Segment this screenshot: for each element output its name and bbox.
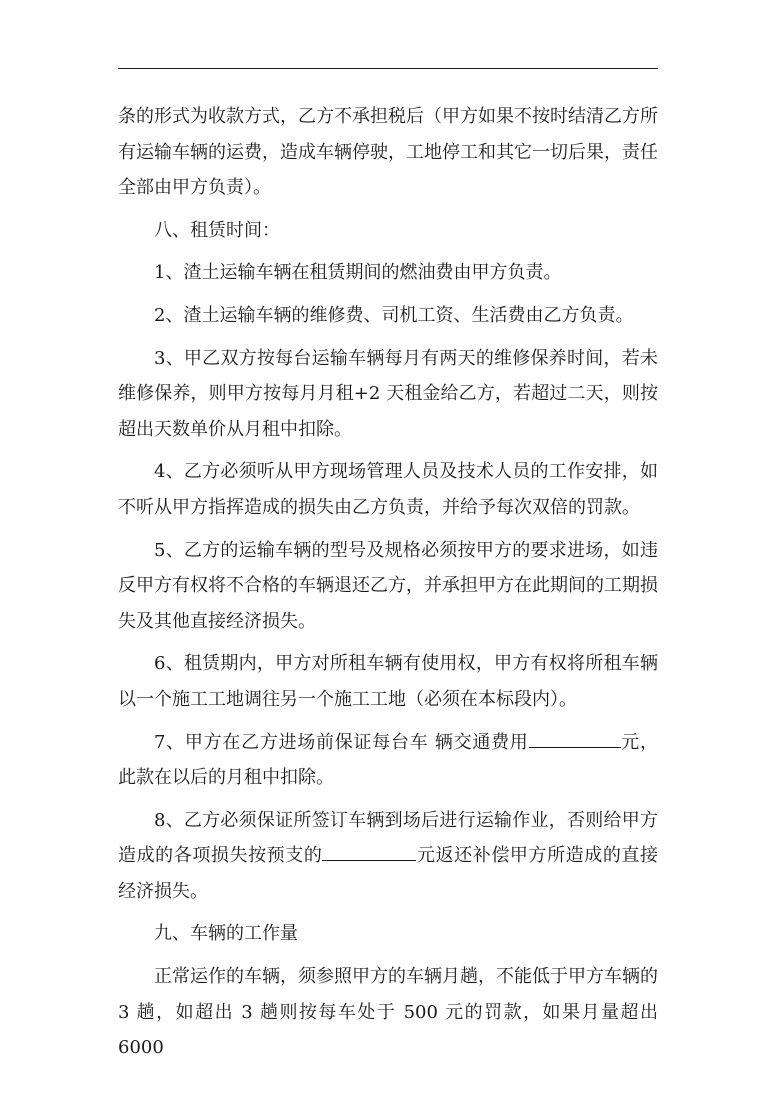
fill-in-blank-advance-amount	[322, 838, 416, 861]
clause-5-vehicle-spec: 5、乙方的运输车辆的型号及规格必须按甲方的要求进场，如违反甲方有权将不合格的车辆退还乙方，并承担甲方在此期间的工期损失及其他直接经济损失。	[118, 539, 658, 632]
header-rule	[118, 68, 658, 69]
clause-2-maintenance-costs: 2、渣土运输车辆的维修费、司机工资、生活费由乙方负责。	[154, 304, 634, 326]
section-heading-workload: 九、车辆的工作量	[154, 923, 298, 945]
section-heading-lease-time: 八、租赁时间：	[154, 219, 280, 241]
clause-3-maintenance-days: 3、甲乙双方按每台运输车辆每月有两天的维修保养时间，若未维修保养，则甲方按每月月租+2 天租金给乙方，若超过二天，则按超出天数单价从月租中扣除。	[118, 347, 658, 440]
clause-7-transport-fee	[118, 725, 658, 796]
paragraph-payment-terms: 条的形式为收款方式，乙方不承担税后（甲方如果不按时结清乙方所有运输车辆的运费，造成车辆停驶，工地停工和其它一切后果，责任全部由甲方负责）。	[118, 106, 658, 199]
clause-8-text-after: 元返还补偿甲方所造成的直接经济损失。	[118, 845, 659, 902]
document-body	[118, 99, 658, 1066]
paragraph-workload: 正常运作的车辆，须参照甲方的车辆月趟，不能低于甲方车辆的3 趟，如超出 3 趟则按每车处于 500 元的罚款，如果月量超出 6000	[118, 966, 658, 1059]
clause-7-text-after: 元，此款在以后的月租中扣除。	[118, 731, 659, 789]
clause-6-usage-right: 6、租赁期内，甲方对所租车辆有使用权，甲方有权将所租车辆以一个施工工地调往另一个施工工地（必须在本标段内）。	[118, 653, 658, 710]
clause-4-management: 4、乙方必须听从甲方现场管理人员及技术人员的工作安排，如不听从甲方指挥造成的损失由乙方负责，并给予每次双倍的罚款。	[118, 461, 658, 518]
clause-1-fuel: 1、渣土运输车辆在租赁期间的燃油费由甲方负责。	[154, 262, 562, 284]
clause-8-text-before: 8、乙方必须保证所签订车辆到场后进行运输作业，否则给甲方造成的各项损失按预支的	[118, 809, 658, 867]
clause-7-text-before: 7、甲方在乙方进场前保证每台车 辆交通费用	[154, 731, 529, 753]
clause-8-loss-compensation	[118, 803, 658, 910]
fill-in-blank-transport-fee	[529, 725, 621, 748]
